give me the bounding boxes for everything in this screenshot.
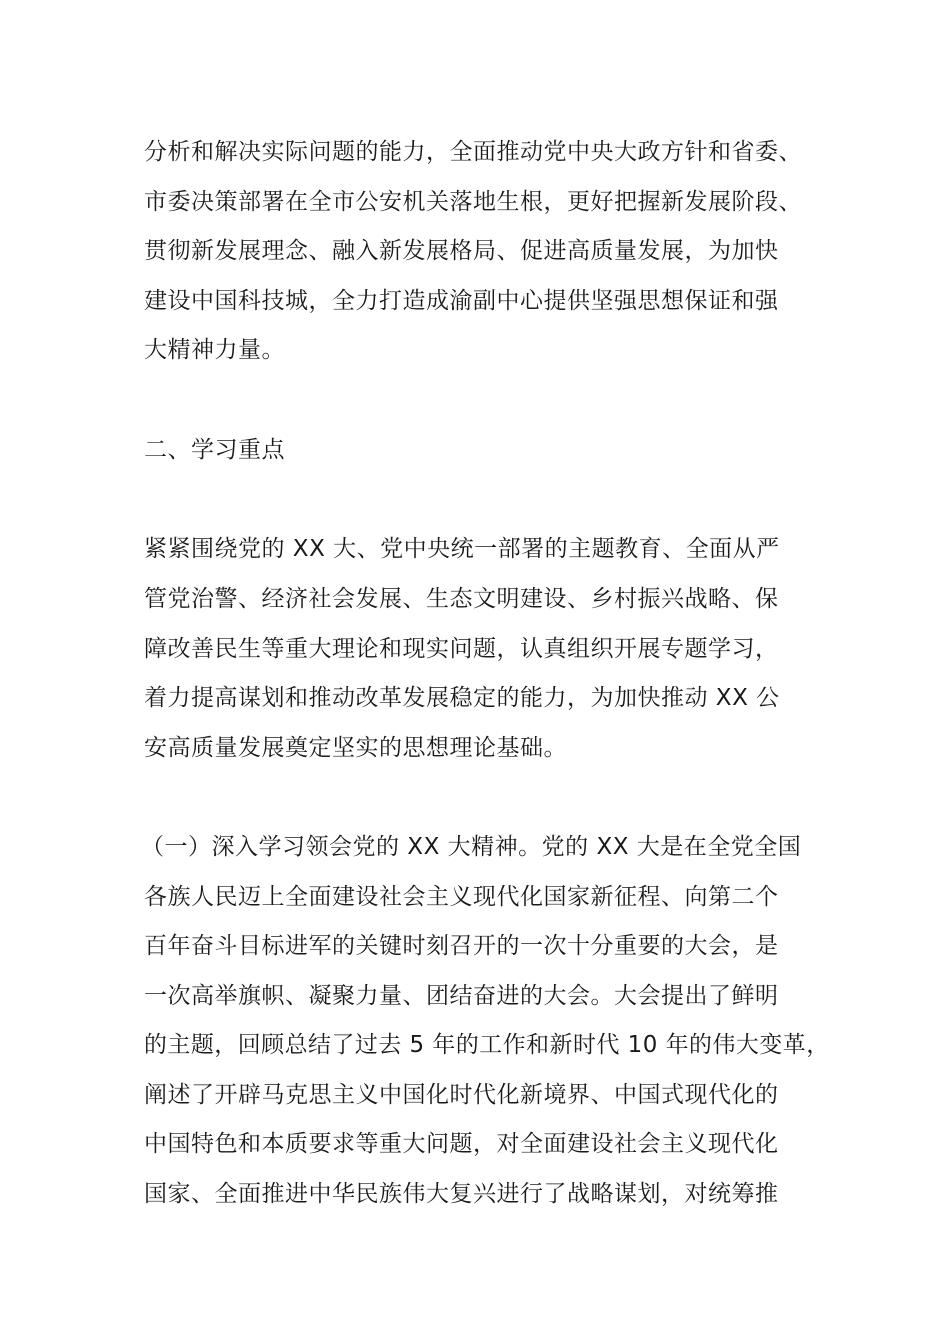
paragraph-line: 中国特色和本质要求等重大问题，对全面建设社会主义现代化 — [144, 1131, 779, 1157]
paragraph-line: 阐述了开辟马克思主义中国化时代化新境界、中国式现代化的 — [144, 1082, 779, 1108]
paragraph-line: 各族人民迈上全面建设社会主义现代化国家新征程、向第二个 — [144, 884, 779, 910]
paragraph-line: 障改善民生等重大理论和现实问题，认真组织开展专题学习， — [144, 636, 779, 662]
paragraph-line: 紧紧围绕党的 XX 大、党中央统一部署的主题教育、全面从严 — [144, 536, 780, 562]
paragraph-line: 建设中国科技城，全力打造成渝副中心提供坚强思想保证和强 — [144, 288, 779, 314]
paragraph-line: 着力提高谋划和推动改革发展稳定的能力，为加快推动 XX 公 — [144, 685, 780, 711]
paragraph-line: 贯彻新发展理念、融入新发展格局、促进高质量发展，为加快 — [144, 238, 779, 264]
paragraph-line: 国家、全面推进中华民族伟大复兴进行了战略谋划，对统筹推 — [144, 1181, 779, 1207]
paragraph-line: 百年奋斗目标进军的关键时刻召开的一次十分重要的大会，是 — [144, 933, 779, 959]
paragraph-line: 市委决策部署在全市公安机关落地生根，更好把握新发展阶段、 — [144, 189, 802, 215]
paragraph-line: 安高质量发展奠定坚实的思想理论基础。 — [144, 735, 567, 761]
paragraph-line: 的主题，回顾总结了过去 5 年的工作和新时代 10 年的伟大变革， — [144, 1032, 830, 1058]
paragraph-line: 管党治警、经济社会发展、生态文明建设、乡村振兴战略、保 — [144, 586, 779, 612]
paragraph-line: （一）深入学习领会党的 XX 大精神。党的 XX 大是在全党全国 — [141, 834, 802, 860]
heading-text: 二、学习重点 — [144, 437, 285, 463]
paragraph-line: 一次高举旗帜、凝聚力量、团结奋进的大会。大会提出了鲜明 — [144, 983, 779, 1009]
paragraph-line: 分析和解决实际问题的能力，全面推动党中央大政方针和省委、 — [144, 139, 802, 165]
paragraph-line: 大精神力量。 — [144, 337, 285, 363]
